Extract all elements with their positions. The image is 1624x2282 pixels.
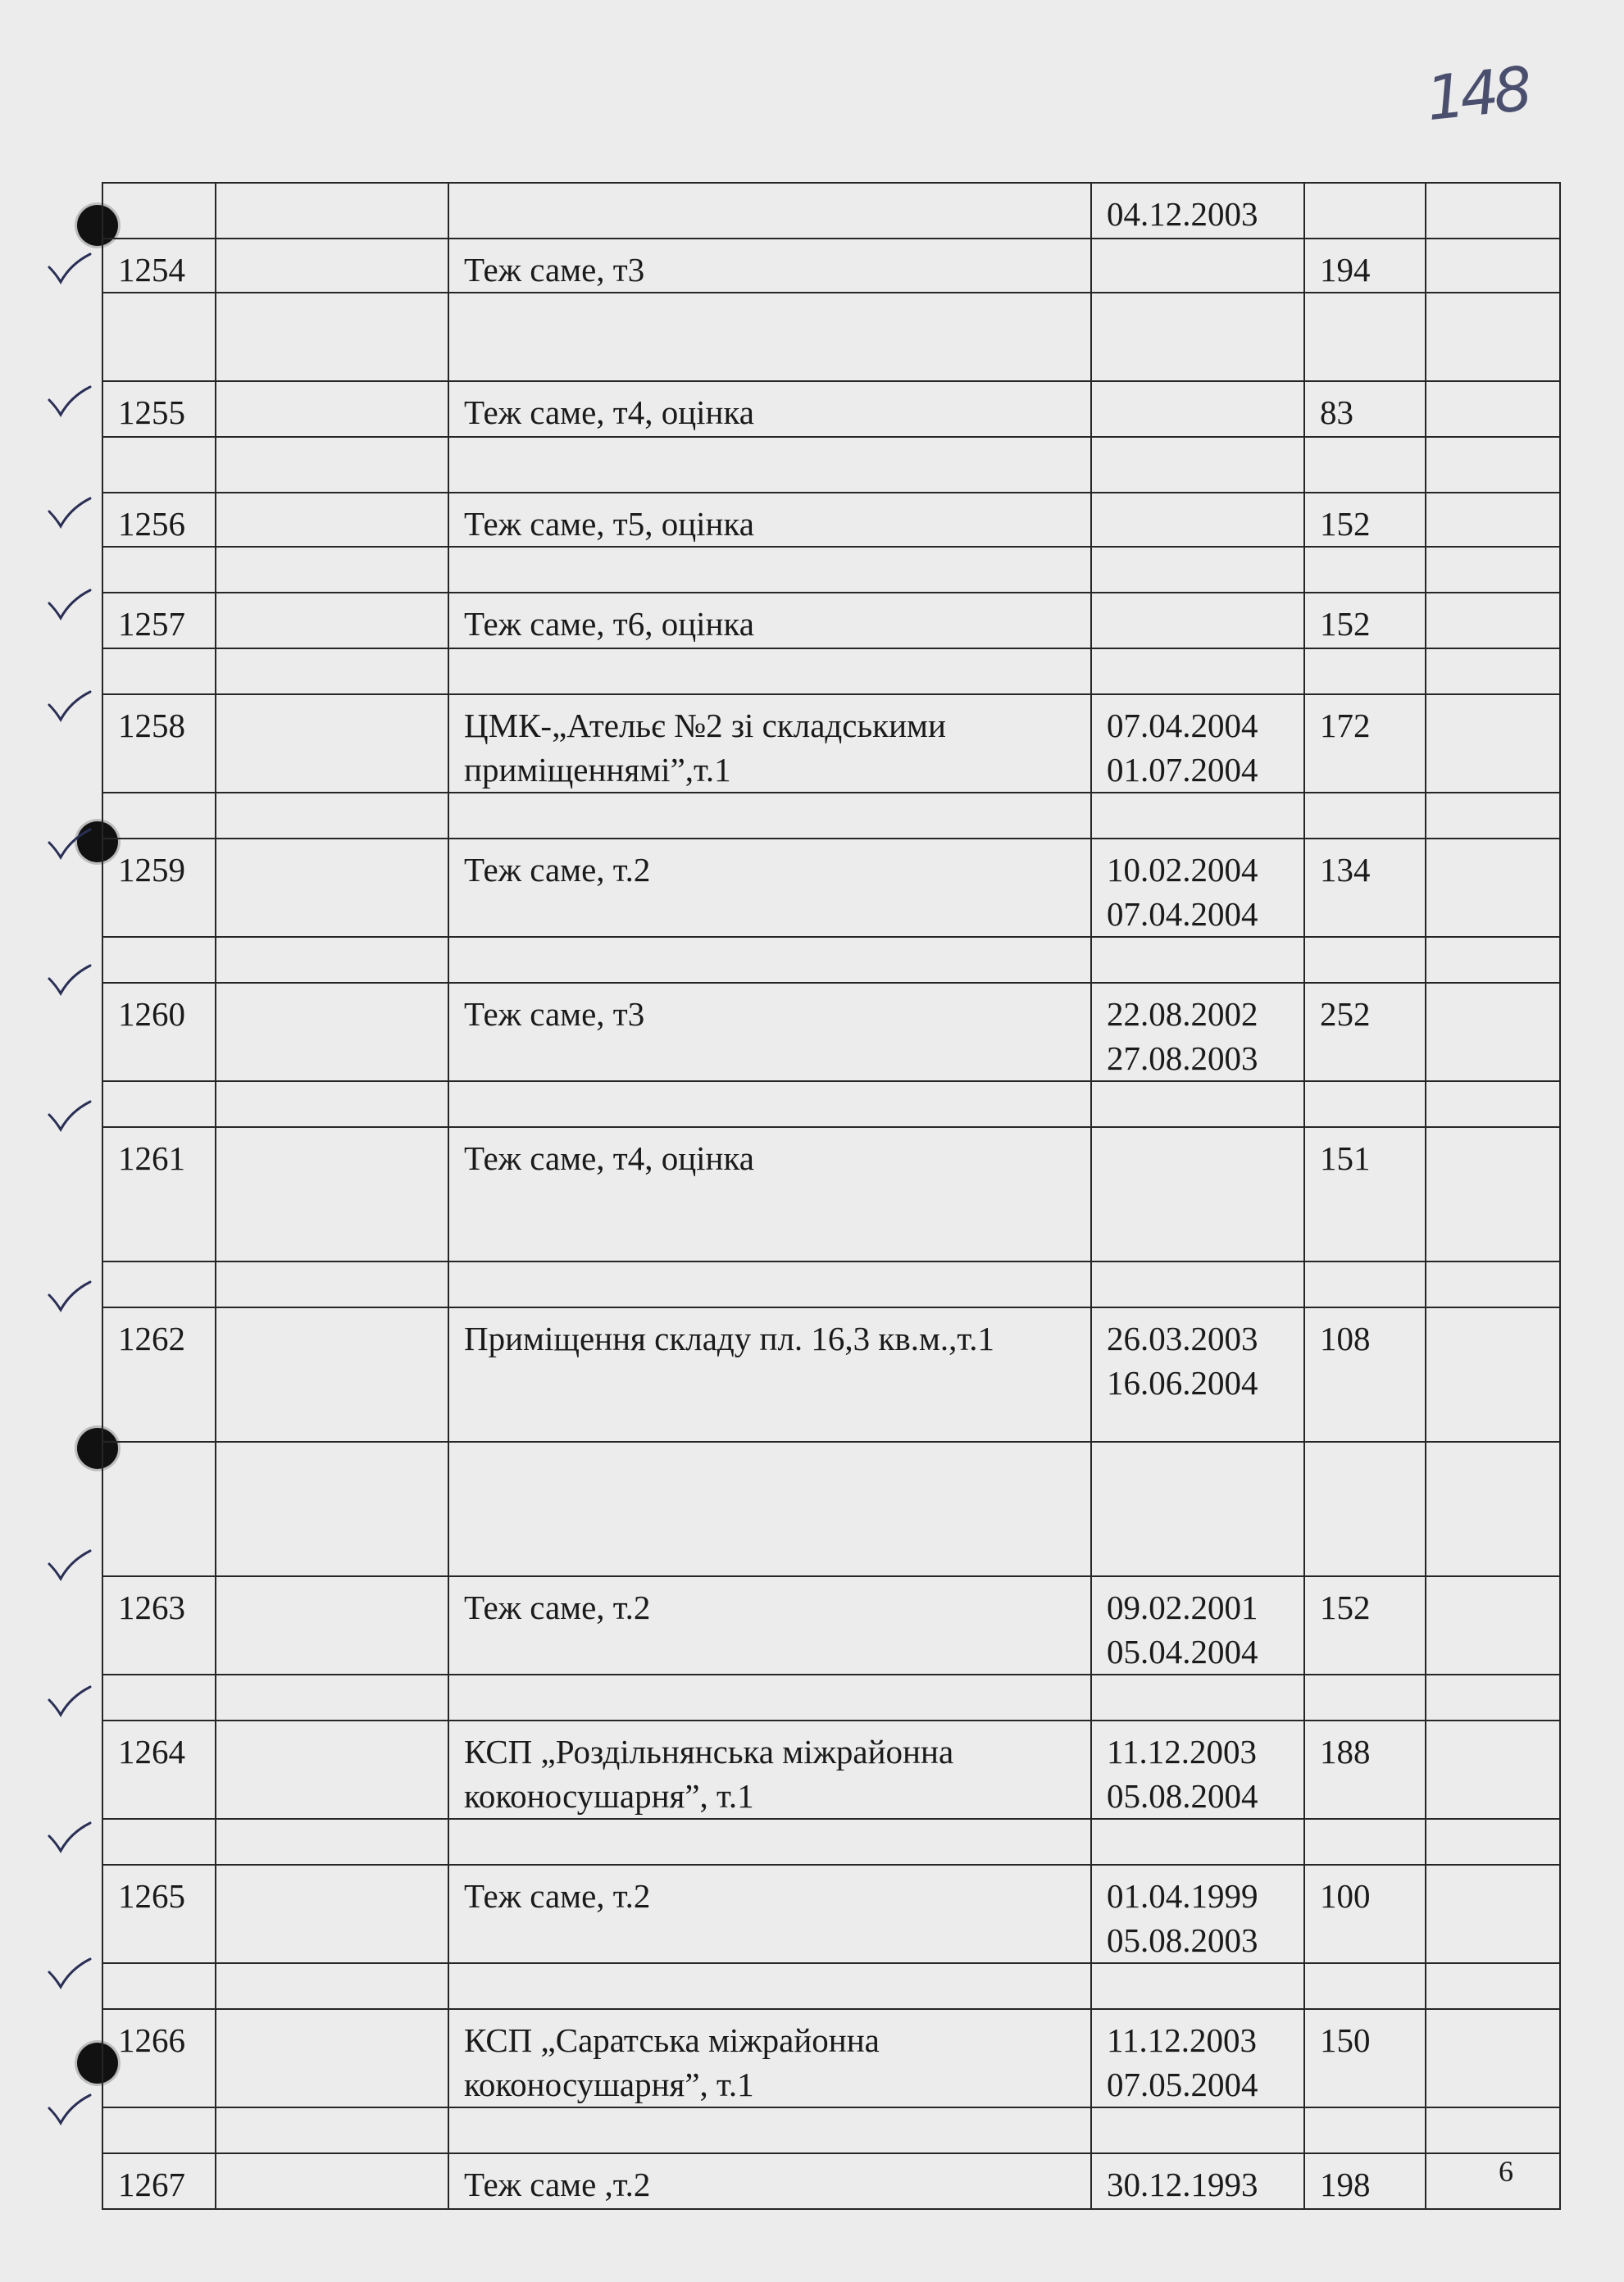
dates-cell <box>1091 293 1304 381</box>
item-title-cell: Теж саме ,т.2 <box>448 2153 1091 2209</box>
spacer-row <box>102 793 1560 839</box>
notes-cell <box>1426 1081 1560 1127</box>
notes-cell <box>1426 1675 1560 1721</box>
item-number-cell: 1255 <box>102 381 216 437</box>
notes-cell <box>1426 593 1560 648</box>
page-count-cell <box>1304 793 1426 839</box>
empty-cell <box>216 1081 448 1127</box>
footer-page-number: 6 <box>1499 2155 1513 2188</box>
item-number-cell: 1260 <box>102 983 216 1081</box>
item-number-cell <box>102 1675 216 1721</box>
item-title-cell <box>448 793 1091 839</box>
notes-cell <box>1426 839 1560 937</box>
item-number-cell <box>102 2107 216 2153</box>
empty-cell <box>216 547 448 593</box>
page-count-cell: 152 <box>1304 593 1426 648</box>
notes-cell <box>1426 2107 1560 2153</box>
item-title-cell: КСП „Роздільнянська міжрайонна коконосушарня”, т.1 <box>448 1721 1091 1819</box>
table-row <box>102 1576 1560 1675</box>
date-value: 09.02.2001 <box>1107 1589 1258 1626</box>
spacer-row <box>102 648 1560 694</box>
empty-cell <box>216 1675 448 1721</box>
item-number-cell <box>102 793 216 839</box>
item-number-cell: 1266 <box>102 2009 216 2107</box>
date-value: 26.03.2003 <box>1107 1320 1258 1357</box>
notes-cell <box>1426 1307 1560 1442</box>
page-count-cell: 194 <box>1304 239 1426 293</box>
date-value: 05.08.2003 <box>1107 1921 1258 1959</box>
table-row <box>102 593 1560 648</box>
page-count-cell <box>1304 183 1426 239</box>
table-row <box>102 1865 1560 1963</box>
notes-cell <box>1426 1442 1560 1576</box>
spacer-row <box>102 183 1560 239</box>
item-number-cell <box>102 1442 216 1576</box>
item-title-cell <box>448 648 1091 694</box>
spacer-row <box>102 1963 1560 2009</box>
item-number-cell: 1267 <box>102 2153 216 2209</box>
item-number-cell: 1257 <box>102 593 216 648</box>
notes-cell <box>1426 293 1560 381</box>
dates-cell <box>1091 1721 1304 1819</box>
spacer-row <box>102 437 1560 493</box>
handwritten-page-number: 148 <box>1422 53 1531 135</box>
dates-cell <box>1091 983 1304 1081</box>
notes-cell <box>1426 1819 1560 1865</box>
notes-cell <box>1426 437 1560 493</box>
dates-cell <box>1091 1819 1304 1865</box>
item-title-cell <box>448 547 1091 593</box>
dates-cell <box>1091 2107 1304 2153</box>
page-count-cell <box>1304 437 1426 493</box>
table-row <box>102 493 1560 547</box>
page-count-cell <box>1304 1675 1426 1721</box>
date-value: 07.05.2004 <box>1107 2066 1258 2103</box>
empty-cell <box>216 1442 448 1576</box>
page-count-cell: 188 <box>1304 1721 1426 1819</box>
item-title-cell <box>448 183 1091 239</box>
dates-cell <box>1091 1963 1304 2009</box>
notes-cell <box>1426 1865 1560 1963</box>
notes-cell <box>1426 381 1560 437</box>
dates-cell <box>1091 547 1304 593</box>
check-mark-icon <box>46 1549 93 1582</box>
dates-cell <box>1091 183 1304 239</box>
dates-cell <box>1091 1576 1304 1675</box>
item-title-cell <box>448 1261 1091 1307</box>
item-number-cell: 1261 <box>102 1127 216 1261</box>
table-row <box>102 694 1560 793</box>
dates-cell <box>1091 1307 1304 1442</box>
dates-cell <box>1091 2153 1304 2209</box>
item-number-cell: 1265 <box>102 1865 216 1963</box>
page-count-cell <box>1304 1963 1426 2009</box>
empty-cell <box>216 183 448 239</box>
dates-cell <box>1091 937 1304 983</box>
item-title-cell <box>448 293 1091 381</box>
page-count-cell: 172 <box>1304 694 1426 793</box>
date-value: 27.08.2003 <box>1107 1039 1258 1077</box>
check-mark-icon <box>46 2093 93 2126</box>
dates-cell <box>1091 239 1304 293</box>
item-title-cell: Теж саме, т.2 <box>448 839 1091 937</box>
date-value: 22.08.2002 <box>1107 995 1258 1033</box>
spacer-row <box>102 1081 1560 1127</box>
empty-cell <box>216 1576 448 1675</box>
dates-cell <box>1091 1127 1304 1261</box>
empty-cell <box>216 1865 448 1963</box>
spacer-row <box>102 937 1560 983</box>
dates-cell <box>1091 437 1304 493</box>
item-number-cell: 1264 <box>102 1721 216 1819</box>
item-title-cell <box>448 2107 1091 2153</box>
page-count-cell <box>1304 1819 1426 1865</box>
empty-cell <box>216 2107 448 2153</box>
dates-cell <box>1091 648 1304 694</box>
table-row <box>102 1127 1560 1261</box>
dates-cell <box>1091 1081 1304 1127</box>
check-mark-icon <box>46 589 93 621</box>
item-title-cell <box>448 937 1091 983</box>
date-value: 05.04.2004 <box>1107 1633 1258 1671</box>
date-value: 05.08.2004 <box>1107 1777 1258 1815</box>
notes-cell <box>1426 2009 1560 2107</box>
check-mark-icon <box>46 1100 93 1133</box>
notes-cell <box>1426 983 1560 1081</box>
empty-cell <box>216 2153 448 2209</box>
check-mark-icon <box>46 828 93 861</box>
dates-cell <box>1091 1442 1304 1576</box>
item-title-cell: Теж саме, т3 <box>448 983 1091 1081</box>
date-value: 07.04.2004 <box>1107 895 1258 933</box>
notes-cell <box>1426 937 1560 983</box>
empty-cell <box>216 1127 448 1261</box>
empty-cell <box>216 381 448 437</box>
notes-cell <box>1426 183 1560 239</box>
notes-cell <box>1426 1963 1560 2009</box>
dates-cell <box>1091 1675 1304 1721</box>
spacer-row <box>102 1261 1560 1307</box>
table-row <box>102 1721 1560 1819</box>
item-number-cell <box>102 1081 216 1127</box>
spacer-row <box>102 293 1560 381</box>
check-mark-icon <box>46 1821 93 1854</box>
dates-cell <box>1091 793 1304 839</box>
page-count-cell <box>1304 2107 1426 2153</box>
item-number-cell: 1263 <box>102 1576 216 1675</box>
item-title-cell <box>448 1963 1091 2009</box>
item-title-cell <box>448 1081 1091 1127</box>
empty-cell <box>216 2009 448 2107</box>
page-count-cell <box>1304 1442 1426 1576</box>
check-mark-icon <box>46 1957 93 1990</box>
item-title-cell <box>448 1675 1091 1721</box>
item-title-cell <box>448 437 1091 493</box>
empty-cell <box>216 648 448 694</box>
dates-cell <box>1091 2009 1304 2107</box>
table-row <box>102 983 1560 1081</box>
empty-cell <box>216 593 448 648</box>
empty-cell <box>216 937 448 983</box>
check-mark-icon <box>46 1685 93 1718</box>
item-number-cell <box>102 937 216 983</box>
notes-cell <box>1426 493 1560 547</box>
page-count-cell: 108 <box>1304 1307 1426 1442</box>
empty-cell <box>216 493 448 547</box>
table-row <box>102 2009 1560 2107</box>
date-value: 16.06.2004 <box>1107 1364 1258 1402</box>
date-value: 11.12.2003 <box>1107 2021 1257 2059</box>
item-number-cell <box>102 293 216 381</box>
item-number-cell <box>102 183 216 239</box>
notes-cell <box>1426 2153 1560 2209</box>
spacer-row <box>102 547 1560 593</box>
page-count-cell <box>1304 937 1426 983</box>
item-title-cell <box>448 1819 1091 1865</box>
page-count-cell: 198 <box>1304 2153 1426 2209</box>
check-mark-icon <box>46 252 93 285</box>
date-value: 10.02.2004 <box>1107 851 1258 889</box>
spacer-row <box>102 2107 1560 2153</box>
item-number-cell: 1259 <box>102 839 216 937</box>
page-count-cell <box>1304 648 1426 694</box>
item-title-cell: Приміщення складу пл. 16,3 кв.м.,т.1 <box>448 1307 1091 1442</box>
item-number-cell: 1254 <box>102 239 216 293</box>
notes-cell <box>1426 547 1560 593</box>
empty-cell <box>216 694 448 793</box>
date-value: 01.04.1999 <box>1107 1877 1258 1915</box>
table-row <box>102 381 1560 437</box>
empty-cell <box>216 793 448 839</box>
notes-cell <box>1426 694 1560 793</box>
item-title-cell: КСП „Саратська міжрайонна коконосушарня”, т.1 <box>448 2009 1091 2107</box>
item-title-cell: Теж саме, т6, оцінка <box>448 593 1091 648</box>
item-number-cell <box>102 1963 216 2009</box>
page-count-cell: 252 <box>1304 983 1426 1081</box>
table-row <box>102 239 1560 293</box>
page-count-cell <box>1304 1261 1426 1307</box>
notes-cell <box>1426 648 1560 694</box>
empty-cell <box>216 239 448 293</box>
date-value: 01.07.2004 <box>1107 751 1258 789</box>
empty-cell <box>216 1963 448 2009</box>
check-mark-icon <box>46 1280 93 1313</box>
spacer-row <box>102 1675 1560 1721</box>
date-value: 04.12.2003 <box>1107 195 1258 233</box>
page-count-cell: 100 <box>1304 1865 1426 1963</box>
empty-cell <box>216 437 448 493</box>
dates-cell <box>1091 839 1304 937</box>
item-title-cell <box>448 1442 1091 1576</box>
empty-cell <box>216 1721 448 1819</box>
item-number-cell: 1262 <box>102 1307 216 1442</box>
item-number-cell <box>102 437 216 493</box>
dates-cell <box>1091 381 1304 437</box>
page-count-cell: 83 <box>1304 381 1426 437</box>
page-count-cell: 134 <box>1304 839 1426 937</box>
page-count-cell <box>1304 1081 1426 1127</box>
item-number-cell <box>102 547 216 593</box>
page-count-cell: 152 <box>1304 1576 1426 1675</box>
page-count-cell: 150 <box>1304 2009 1426 2107</box>
inventory-table <box>102 182 1561 2210</box>
notes-cell <box>1426 1261 1560 1307</box>
check-mark-icon <box>46 964 93 997</box>
empty-cell <box>216 1307 448 1442</box>
item-title-cell: Теж саме, т5, оцінка <box>448 493 1091 547</box>
page-count-cell: 151 <box>1304 1127 1426 1261</box>
item-title-cell: Теж саме, т4, оцінка <box>448 381 1091 437</box>
empty-cell <box>216 983 448 1081</box>
empty-cell <box>216 839 448 937</box>
dates-cell <box>1091 1865 1304 1963</box>
dates-cell <box>1091 694 1304 793</box>
spacer-row <box>102 1442 1560 1576</box>
item-number-cell <box>102 648 216 694</box>
dates-cell <box>1091 1261 1304 1307</box>
notes-cell <box>1426 239 1560 293</box>
table-row <box>102 2153 1560 2209</box>
notes-cell <box>1426 1127 1560 1261</box>
item-number-cell <box>102 1819 216 1865</box>
notes-cell <box>1426 1576 1560 1675</box>
notes-cell <box>1426 1721 1560 1819</box>
item-title-cell: Теж саме, т3 <box>448 239 1091 293</box>
page-count-cell <box>1304 293 1426 381</box>
item-number-cell: 1258 <box>102 694 216 793</box>
notes-cell <box>1426 793 1560 839</box>
date-value: 07.04.2004 <box>1107 707 1258 744</box>
check-mark-icon <box>46 690 93 723</box>
item-number-cell <box>102 1261 216 1307</box>
spacer-row <box>102 1819 1560 1865</box>
dates-cell <box>1091 493 1304 547</box>
dates-cell <box>1091 593 1304 648</box>
item-number-cell: 1256 <box>102 493 216 547</box>
page-count-cell <box>1304 547 1426 593</box>
empty-cell <box>216 293 448 381</box>
page-count-cell: 152 <box>1304 493 1426 547</box>
item-title-cell: Теж саме, т.2 <box>448 1576 1091 1675</box>
item-title-cell: Теж саме, т.2 <box>448 1865 1091 1963</box>
date-value: 11.12.2003 <box>1107 1733 1257 1771</box>
date-value: 30.12.1993 <box>1107 2166 1258 2203</box>
table-row <box>102 839 1560 937</box>
check-mark-icon <box>46 385 93 418</box>
check-mark-icon <box>46 497 93 530</box>
table-row <box>102 1307 1560 1442</box>
empty-cell <box>216 1819 448 1865</box>
item-title-cell: Теж саме, т4, оцінка <box>448 1127 1091 1261</box>
item-title-cell: ЦМК-„Ательє №2 зі складськими приміщеннямі”,т.1 <box>448 694 1091 793</box>
empty-cell <box>216 1261 448 1307</box>
